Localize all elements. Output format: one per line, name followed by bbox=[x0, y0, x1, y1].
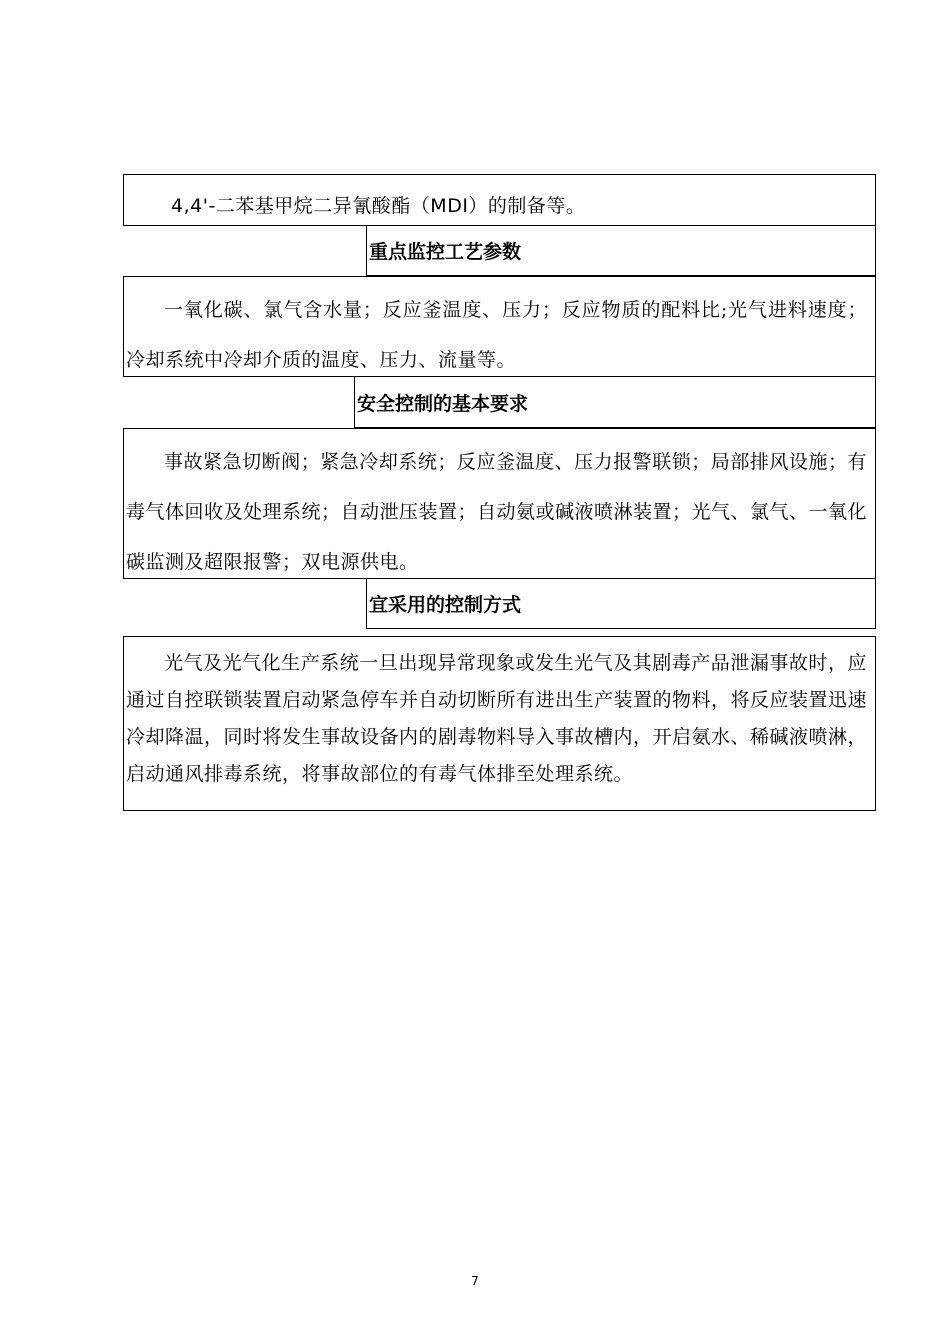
monitor-params-text: 一氧化碳、氯气含水量；反应釜温度、压力；反应物质的配料比;光气进料速度；冷却系统中冷却介质的温度、压力、流量等。 bbox=[126, 299, 867, 371]
control-methods-heading bbox=[366, 579, 876, 629]
safety-requirements-title: 安全控制的基本要求 bbox=[357, 392, 529, 415]
control-methods-text: 光气及光气化生产系统一旦出现异常现象或发生光气及其剧毒产品泄漏事故时，应通过自控联锁装置启动紧急停车并自动切断所有进出生产装置的物料，将反应装置迅速冷却降温，同时将发生事故设备内的剧毒物料导入事故槽内，开启氨水、稀碱液喷淋，启动通风排毒系统，将事故部位的有毒气体排至处理系统。 bbox=[126, 652, 868, 785]
monitor-params-box bbox=[123, 276, 876, 377]
intro-text: 4,4'-二苯基甲烷二异氰酸酯（MDI）的制备等。 bbox=[171, 195, 586, 217]
control-methods-box bbox=[123, 636, 876, 811]
monitor-params-title: 重点监控工艺参数 bbox=[369, 241, 522, 263]
page-number: 7 bbox=[471, 1274, 479, 1288]
safety-requirements-box bbox=[123, 428, 876, 579]
monitor-params-heading bbox=[366, 226, 876, 276]
safety-requirements-heading bbox=[354, 377, 876, 428]
safety-requirements-text: 事故紧急切断阀；紧急冷却系统；反应釜温度、压力报警联锁；局部排风设施；有毒气体回收及处理系统；自动泄压装置；自动氨或碱液喷淋装置；光气、氯气、一氧化碳监测及超限报警；双电源供电。 bbox=[126, 451, 868, 573]
control-methods-title: 宜采用的控制方式 bbox=[369, 594, 522, 616]
intro-box bbox=[123, 174, 876, 226]
